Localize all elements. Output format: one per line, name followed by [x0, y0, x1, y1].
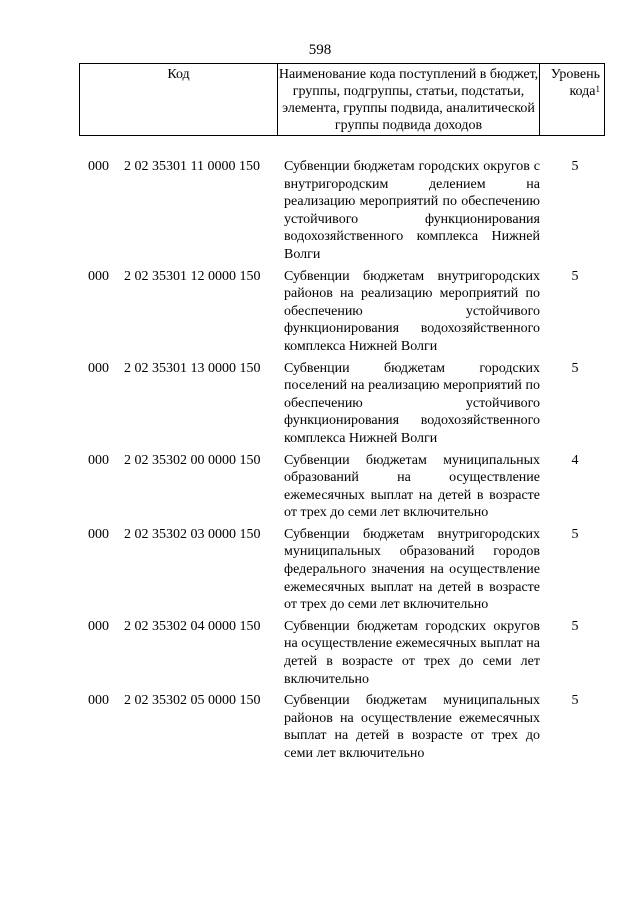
- table-row: [80, 692, 606, 762]
- revenue-name: Субвенции бюджетам муниципальных образований на осуществление ежемесячных выплат на детей в возрасте от трех до семи лет включительно: [284, 452, 540, 521]
- revenue-name: Субвенции бюджетам городских поселений на реализацию мероприятий по обеспечению устойчивого функционирования водохозяйственного комплекса Нижней Волги: [284, 360, 540, 446]
- revenue-code: 2 02 35302 03 0000 150: [124, 526, 261, 542]
- table-header: [79, 63, 605, 136]
- revenue-name: Субвенции бюджетам городских округов на осуществление ежемесячных выплат на детей в возрасте от трех до семи лет включительно: [284, 618, 540, 687]
- admin-code: 000: [88, 360, 109, 376]
- code-level: 5: [571, 268, 579, 284]
- revenue-code: 2 02 35302 00 0000 150: [124, 452, 261, 468]
- header-code: Код: [80, 64, 278, 135]
- header-name: Наименование кода поступлений в бюджет, группы, подгруппы, статьи, подстатьи, элемента, группы подвида, аналитической группы подвида доходов: [278, 64, 540, 135]
- revenue-name: Субвенции бюджетам внутригородских муниципальных образований городов федерального значения на осуществление ежемесячных выплат на детей в возрасте от трех до семи лет включительно: [284, 526, 540, 613]
- code-level: 5: [571, 618, 579, 634]
- admin-code: 000: [88, 618, 109, 634]
- code-level: 5: [571, 526, 579, 542]
- revenue-name: Субвенции бюджетам внутригородских районов на реализацию мероприятий по обеспечению устойчивого функционирования водохозяйственного комплекса Нижней Волги: [284, 268, 540, 354]
- code-level: 5: [571, 159, 579, 174]
- header-level: [540, 64, 604, 135]
- revenue-name: Субвенции бюджетам муниципальных районов на осуществление ежемесячных выплат на детей в возрасте от трех до семи лет включительно: [284, 693, 540, 761]
- revenue-code: 2 02 35301 13 0000 150: [124, 360, 261, 376]
- table-row: [80, 618, 606, 688]
- admin-code: 000: [88, 452, 109, 468]
- revenue-name: Субвенции бюджетам городских округов с внутригородским делением на реализацию мероприятий по обеспечению устойчивого функционирования водохозяйственного комплекса Нижней Волги: [284, 159, 540, 262]
- code-level: 5: [571, 360, 579, 376]
- header-level-footnote: 1: [595, 84, 600, 94]
- revenue-code: 2 02 35302 05 0000 150: [124, 693, 261, 709]
- table-body: [80, 158, 606, 767]
- table-row: [80, 360, 606, 448]
- revenue-code: 2 02 35301 12 0000 150: [124, 268, 261, 284]
- table-row: [80, 452, 606, 522]
- code-level: 4: [571, 452, 579, 468]
- table-row: [80, 268, 606, 356]
- code-level: 5: [571, 693, 579, 709]
- page-number: 598: [308, 42, 332, 58]
- table-row: [80, 158, 606, 264]
- admin-code: 000: [88, 268, 109, 284]
- revenue-code: 2 02 35301 11 0000 150: [124, 159, 260, 174]
- admin-code: 000: [88, 526, 109, 542]
- admin-code: 000: [88, 159, 109, 174]
- table-row: [80, 526, 606, 614]
- header-level-label: Уровень кода: [550, 67, 600, 99]
- revenue-code: 2 02 35302 04 0000 150: [124, 618, 261, 634]
- admin-code: 000: [88, 693, 109, 709]
